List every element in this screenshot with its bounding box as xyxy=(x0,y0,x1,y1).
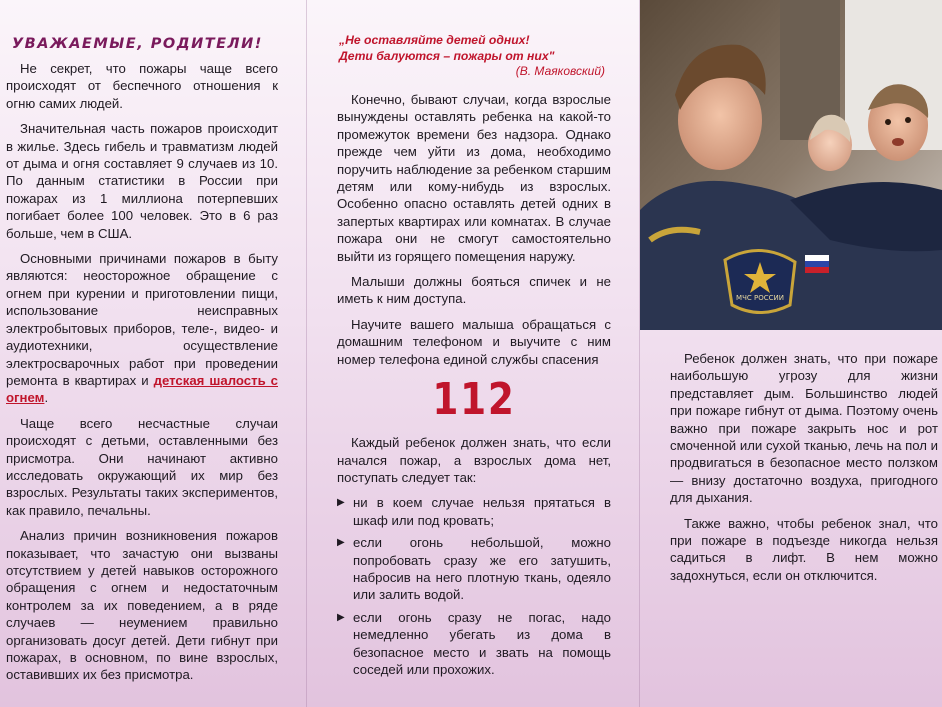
list-item xyxy=(337,609,611,679)
child-fire-play-link[interactable]: детская шалость с огнем xyxy=(6,372,278,406)
page-heading: УВАЖАЕМЫЕ, РОДИТЕЛИ! xyxy=(12,36,263,52)
quote-line: „Не оставляйте детей одних! xyxy=(339,33,530,47)
paragraph: Также важно, чтобы ребенок знал, что при пожаре в подъезде никогда нельзя садиться в лифт. В нем можно задохнуться, если он отключится. xyxy=(670,515,938,583)
list-item xyxy=(337,494,611,529)
epigraph-quote xyxy=(339,32,611,79)
mchs-emblem-icon xyxy=(725,250,795,312)
paragraph: Анализ причин возникновения пожаров показывает, что зачастую они вызваны отсутствием у детей навыков осторожного обращения с огнем и недостаточным контролем за их поведением, а в ряде случаев — неумением правильно организовать досуг детей. Дети гибнут при пожарах, в основном, по вине взрослых, оставивших их без присмотра. xyxy=(6,528,278,683)
paragraph-causes xyxy=(6,250,278,407)
patch-label: МЧС РОССИИ xyxy=(736,294,784,302)
triangle-bullet-icon: ▶ xyxy=(337,537,345,549)
paragraph: Малыши должны бояться спичек и не иметь к ним доступа. xyxy=(337,274,611,307)
list-item xyxy=(337,534,611,604)
column-middle xyxy=(307,0,639,707)
paragraph: Ребенок должен знать, что при пожаре наибольшую угрозу для жизни представляет дым. Большинство людей при пожаре гибнут от дыма. Поэтому очень важно при пожаре закрыть нос и рот смоченной или сухой тканью, лечь на пол и продвигаться в безопасное место ползком — внизу достаточно воздуха, пригодного для дыхания. xyxy=(670,351,938,506)
paragraph: Чаще всего несчастные случаи происходят с детьми, оставленными без присмотра. Они начинают активно исследовать окружающий их мир без взрослых. Результаты таких экспериментов, как правило, печальны. xyxy=(6,415,278,518)
paragraph: Значительная часть пожаров происходит в жилье. Здесь гибель и травматизм людей от дыма и огня составляет 9 случаев из 10. По данным статистики в России при пожарах из 1 миллиона потерпевших погибает более 100 человек. Это в 6 раз больше, чем в США. xyxy=(6,121,278,241)
triangle-bullet-icon: ▶ xyxy=(337,611,345,623)
paragraph-text: Основными причинами пожаров в быту являются: неосторожное обращение с огнем при курении и приготовлении пищи, использование неисправных электробытовых приборов, теле-, видео- и аудиотехники, осуществление электросварочных работ при проведении ремонта в квартирах и xyxy=(6,251,278,388)
paragraph: Не секрет, что пожары чаще всего происходят от беспечного отношения к огню самих людей. xyxy=(6,61,278,111)
paragraph-end: . xyxy=(44,390,49,406)
list-item-text: ни в коем случае нельзя прятаться в шкаф или под кровать; xyxy=(353,495,611,528)
rescuer-with-children-photo xyxy=(640,0,942,330)
column-left xyxy=(0,0,306,707)
paragraph: Каждый ребенок должен знать, что если начался пожар, а взрослых дома нет, поступать следует так: xyxy=(337,435,611,485)
quote-line: Дети балуются – пожары от них" xyxy=(339,49,555,63)
emergency-number: 112 xyxy=(432,374,516,426)
list-item-text: если огонь сразу не погас, надо немедленно убегать из дома в безопасное место и звать на помощь соседей или прохожих. xyxy=(353,609,611,677)
quote-author: (В. Маяковский) xyxy=(515,64,605,78)
paragraph: Конечно, бывают случаи, когда взрослые вынуждены оставлять ребенка на какой-то промежуток времени без надзора. Однако прежде чем уйти из дома, необходимо поручить наблюдение за ребенком старшим детям или кому-нибудь из взрослых. Особенно опасно оставлять детей одних в запертых квартирах или комнатах. В случае пожара они не смогут самостоятельно выйти из горящего помещения наружу. xyxy=(337,92,611,264)
paragraph: Научите вашего малыша обращаться с домашним телефоном и выучите с ним номер телефона единой службы спасения xyxy=(337,316,611,367)
column-right-text xyxy=(670,350,938,592)
column-right xyxy=(640,0,942,707)
triangle-bullet-icon: ▶ xyxy=(337,497,345,509)
list-item-text: если огонь небольшой, можно попробовать сразу же его затушить, набросив на него плотную ткань, одеяло или залить водой. xyxy=(353,535,611,603)
instructions-list xyxy=(337,494,611,678)
